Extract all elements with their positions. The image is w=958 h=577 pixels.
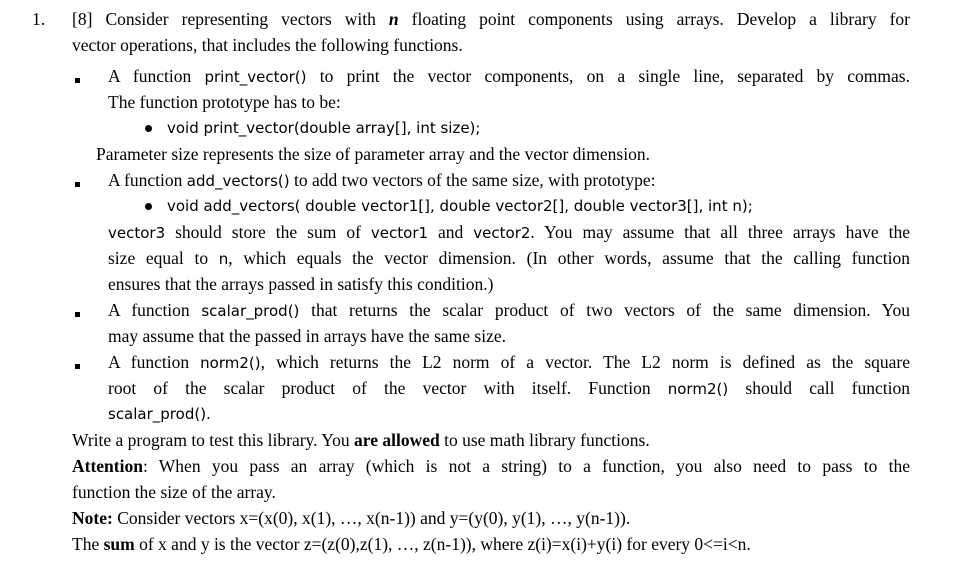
item-print-vector-line-2: The function prototype has to be: xyxy=(108,92,341,112)
item-norm2-line-2: root of the scalar product of the vector with itself. Function norm2() should call function xyxy=(108,378,910,398)
prototype-add-vectors: void add_vectors( double vector1[], double vector2[], double vector3[], int n); xyxy=(167,197,753,215)
attention-paragraph-line-2: function the size of the array. xyxy=(72,482,276,502)
question-intro-line-1: [8] Consider representing vectors with n floating point components using arrays. Develop a library for xyxy=(72,9,911,29)
prototype-print-vector: void print_vector(double array[], int size); xyxy=(167,119,481,137)
item-norm2: A function norm2(), which returns the L2 norm of a vector. The L2 norm is defined as the square xyxy=(108,352,910,372)
attention-paragraph: Attention: When you pass an array (which is not a string) to a function, you also need to pass to the xyxy=(72,456,910,476)
item-scalar-prod: A function scalar_prod() that returns the scalar product of two vectors of the same dimension. You xyxy=(108,300,910,320)
note-label: Note: xyxy=(72,508,113,528)
bullet-square-icon xyxy=(75,182,80,187)
item-scalar-prod-line-2: may assume that the passed in arrays have the same size. xyxy=(108,326,506,346)
code-print-vector: print_vector() xyxy=(204,68,307,86)
question-heading xyxy=(32,6,45,32)
code-norm2: norm2() xyxy=(200,354,261,372)
item-add-vectors-desc-3: ensures that the arrays passed in satisfy this condition.) xyxy=(108,274,494,294)
item-add-vectors: A function add_vectors() to add two vectors of the same size, with prototype: xyxy=(108,170,656,190)
sum-definition: The sum of x and y is the vector z=(z(0),z(1), …, z(n-1)), where z(i)=x(i)+y(i) for every 0<=i<n. xyxy=(72,534,751,554)
item-print-vector-note: Parameter size represents the size of parameter array and the vector dimension. xyxy=(96,144,650,164)
bullet-square-icon xyxy=(75,78,80,83)
code-scalar-prod: scalar_prod() xyxy=(201,302,300,320)
bullet-dot-icon xyxy=(145,203,152,210)
test-instruction: Write a program to test this library. You are allowed to use math library functions. xyxy=(72,430,650,450)
bullet-square-icon xyxy=(75,364,80,369)
attention-label: Attention xyxy=(72,456,143,476)
code-add-vectors: add_vectors() xyxy=(186,172,290,190)
bullet-dot-icon xyxy=(145,125,152,132)
question-intro-line-2: vector operations, that includes the following functions. xyxy=(72,35,463,55)
item-add-vectors-desc-2: size equal to n, which equals the vector dimension. (In other words, assume that the calling function xyxy=(108,248,910,268)
bullet-square-icon xyxy=(75,312,80,317)
item-add-vectors-desc-1: vector3 should store the sum of vector1 and vector2. You may assume that all three arrays have the xyxy=(108,222,910,242)
item-print-vector: A function print_vector() to print the vector components, on a single line, separated by commas. xyxy=(108,66,910,86)
item-norm2-line-3: scalar_prod(). xyxy=(108,405,211,423)
question-marks: [8] xyxy=(72,9,93,29)
note-paragraph: Note: Consider vectors x=(x(0), x(1), …, x(n-1)) and y=(y(0), y(1), …, y(n-1)). xyxy=(72,508,631,528)
question-number: 1. xyxy=(32,9,46,29)
